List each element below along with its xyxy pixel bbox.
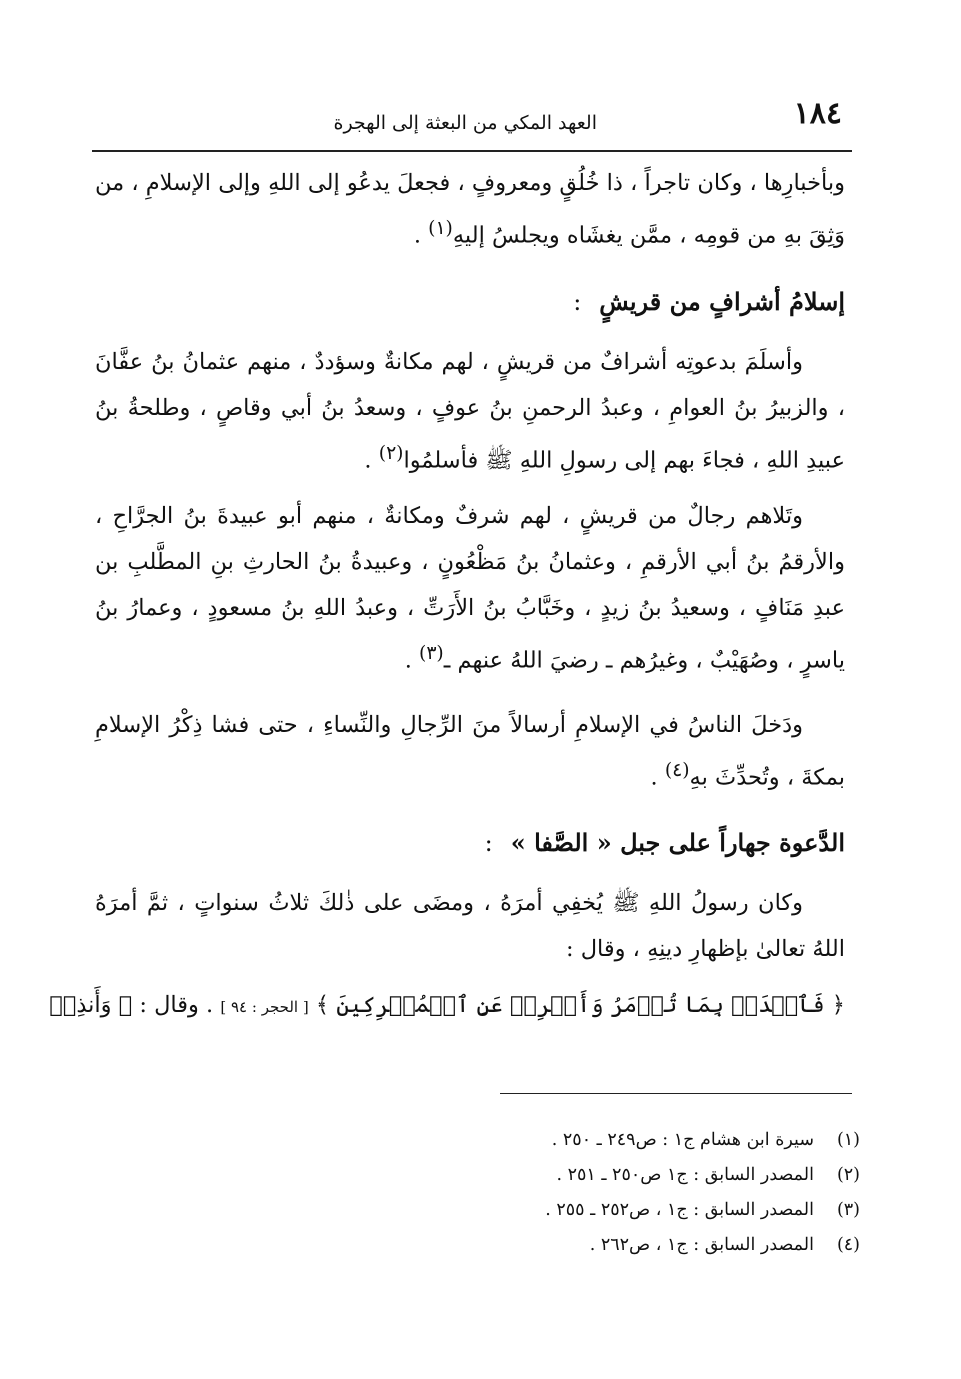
paragraph-text: وكان رسولُ اللهِ ﷺ يُخفِي أمرَهُ ، ومضَى على ذٰلكَ ثلاثُ سنواتٍ ، ثمَّ أمرَهُ اللهُ تعالىٰ بإظهارِ دينِهِ ، وقال : [95,890,845,962]
section-heading [95,277,845,327]
paragraph-text: ودَخلَ الناسُ في الإسلامِ أرسالاً منَ الرِّجالِ والنِّساءِ ، حتى فشا ذِكْرُ الإسلامِ بمكةَ ، وتُحدِّثَ بهِ [95,711,845,790]
footnote-number: (٢) [836,1165,860,1185]
paragraph-text: وتَلاهم رجالٌ من قريشٍ ، لهم شرفٌ ومكانةٌ ، منهم أبو عبيدةَ بنُ الجرَّاحِ ، والأرقمُ بنُ أبي الأرقمِ ، وعثمانُ بنُ مَظْعُونٍ ، وعبيدةُ بنُ الحارثِ بنِ المطَّلبِ بن عبدِ مَنَافٍ ، وسعيدُ بنُ زيدٍ ، وخَبَّابُ بنُ الأَرَتِّ ، وعبدُ اللهِ بنُ مسعودٍ ، وعمارُ بنُ ياسرٍ ، وصُهَيْبٌ ، وغيرُهم ـ رضيَ اللهُ عنهم ـ [95,503,845,674]
header-rule [92,150,852,152]
paragraph-text: وبأخبارِها ، وكان تاجراً ، ذا خُلُقٍ ومعروفٍ ، فجعلَ يدعُو إلى اللهِ وإلى الإسلامِ ، من وَثِقَ بهِ من قومِه ، ممَّن يغشَاه ويجلسُ إليهِ [95,170,845,249]
footnote [400,1228,860,1263]
section-heading [95,818,845,868]
footnote-number: (١) [836,1130,860,1150]
footnote-marker: (٤) [664,759,690,781]
heading-colon: : [484,829,493,857]
running-title: العهد المكي من البعثة إلى الهجرة [333,112,597,134]
paragraph [95,880,845,972]
footnote-number: (٤) [836,1235,860,1255]
heading-text: إسلامُ أشرافٍ من قريشٍ [599,286,845,316]
paragraph [95,339,845,484]
footnotes [400,1123,860,1263]
heading-text: الدَّعوة جهاراً على جبل « الصَّفا » [510,828,845,857]
footnote-marker: (٣) [419,643,444,664]
footnote-text: المصدر السابق : ج١ ص٢٥٠ ـ ٢٥١ . [556,1165,814,1185]
footnote [400,1123,860,1158]
footnote-number: (٣) [836,1200,860,1220]
footnote-text: المصدر السابق : ج١ ، ص٢٦٢ . [589,1235,814,1255]
paragraph-end: . [650,764,665,790]
quran-verse: ﴿ فَٱصۡدَعۡ بِمَا تُؤۡمَرُ وَأَعۡرِضۡ عَنِ ٱلۡمُشۡرِكِينَ ﴾ [315,992,845,1018]
paragraph-continuation [95,160,845,259]
footnote-text: المصدر السابق : ج١ ، ص٢٥٢ ـ ٢٥٥ . [545,1200,814,1220]
footnote [400,1193,860,1228]
page-header [92,92,852,152]
quran-after: . وقال : ﴿ وَأَنذِرۡ [49,992,221,1018]
footnote-marker: (٢) [378,442,404,464]
heading-colon: : [573,287,582,316]
quran-line [49,982,845,1030]
footnote-rule [500,1093,852,1094]
paragraph-end: . [413,222,429,249]
footnote [400,1158,860,1193]
page-body [49,160,845,1030]
footnote-marker: (١) [428,218,453,239]
paragraph [95,702,845,801]
paragraph-end: . [364,447,379,473]
paragraph [95,493,845,684]
quran-reference: [ الحجر : ٩٤ ] [220,998,309,1016]
paragraph-text: وأسلَمَ بدعوتِه أشرافٌ من قريشٍ ، لهم مكانةٌ وسؤددٌ ، منهم عثمانُ بنُ عفَّانَ ، والزبيرُ بنُ العوامِ ، وعبدُ الرحمنِ بنُ عوفٍ ، وسعدُ بنُ أبي وقاصٍ ، وطلحةُ بنُ عبيدِ اللهِ ، فجاءَ بهم إلى رسولِ اللهِ ﷺ فأسلمُوا [95,348,845,473]
paragraph-end: . [404,647,419,674]
page-number: ١٨٤ [793,96,842,131]
footnote-text: سيرة ابن هشام ج١ : ص٢٤٩ ـ ٢٥٠ . [551,1130,814,1150]
